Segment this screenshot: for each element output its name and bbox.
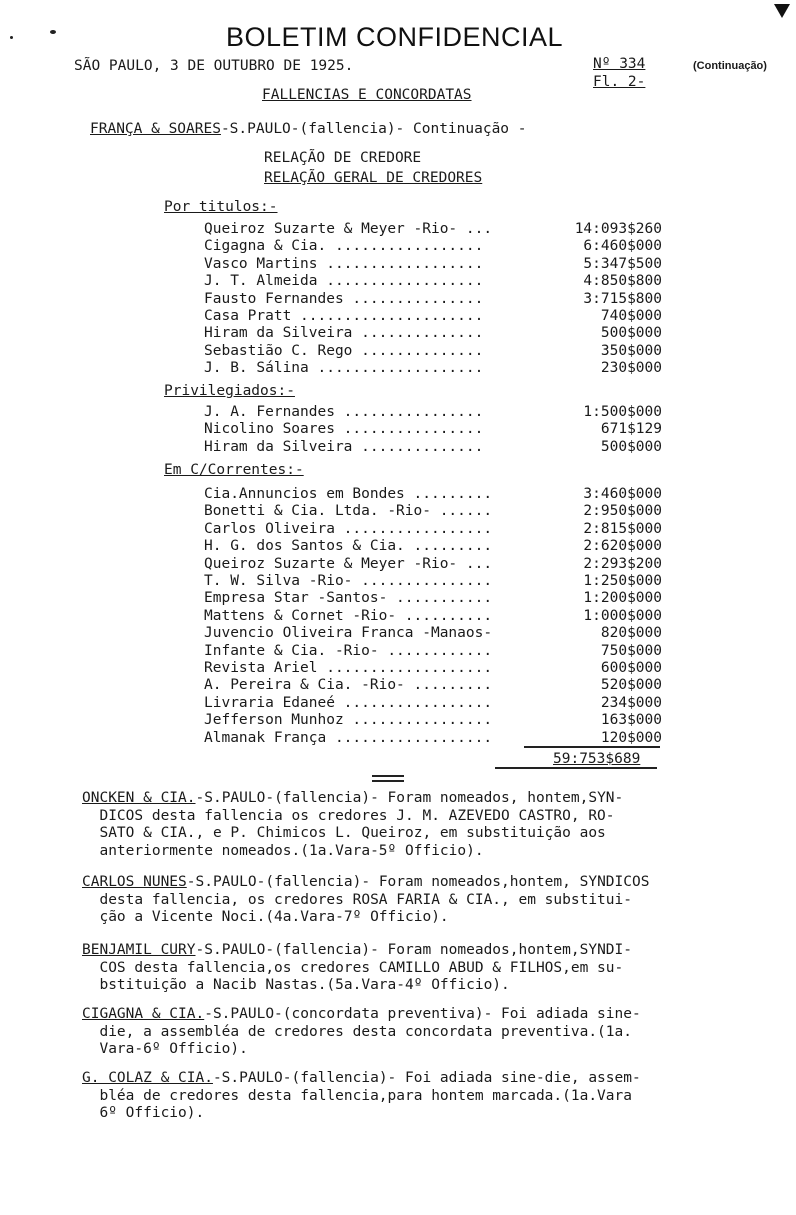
creditor-name: A. Pereira & Cia. -Rio- .........: [204, 677, 493, 694]
group-label-titulos: Por titulos:-: [164, 199, 278, 215]
case-name: FRANÇA & SOARES: [90, 121, 221, 137]
notice-line: [82, 1006, 742, 1024]
creditor-name: Cia.Annuncios em Bondes .........: [204, 486, 493, 502]
document-title: BOLETIM CONFIDENCIAL: [226, 22, 564, 52]
creditor-amount: 4:850$800: [583, 273, 662, 290]
notice-head: CARLOS NUNES: [82, 874, 187, 890]
creditor-row: [204, 538, 662, 556]
notice-entry: [82, 790, 742, 860]
creditor-row: [204, 590, 662, 608]
notice-text: -S.PAULO-(fallencia)- Foram nomeados,hontem,SYNDI-: [195, 942, 632, 958]
creditor-name: Hiram da Silveira ..............: [204, 438, 484, 455]
creditor-amount: 14:093$260: [574, 221, 662, 237]
creditor-name: Carlos Oliveira .................: [204, 520, 493, 537]
notice-head: ONCKEN & CIA.: [82, 790, 196, 806]
separator-line: [372, 775, 404, 777]
creditor-amount: 350$000: [600, 342, 662, 359]
creditor-amount: 163$000: [600, 712, 662, 729]
creditor-row: [204, 291, 662, 309]
notice-head: G. COLAZ & CIA.: [82, 1070, 213, 1086]
creditor-name: Cigagna & Cia. .................: [204, 238, 484, 255]
creditor-name: Almanak França ..................: [204, 729, 493, 746]
creditor-name: Sebastião C. Rego ..............: [204, 342, 484, 359]
grand-total: 59:753$689: [553, 751, 641, 767]
creditor-row: [204, 404, 662, 422]
creditor-amount: 740$000: [600, 308, 662, 324]
creditor-amount: 1:250$000: [583, 573, 662, 589]
notice-entry: [82, 1070, 742, 1123]
creditor-row: [204, 486, 662, 504]
creditor-row: [204, 556, 662, 574]
creditor-amount: 3:460$000: [583, 486, 662, 502]
creditor-amount: 2:620$000: [583, 538, 662, 555]
creditor-row: [204, 660, 662, 678]
creditor-amount: 600$000: [600, 660, 662, 676]
creditor-row: [204, 221, 662, 239]
notice-line: ção a Vicente Noci.(4a.Vara-7º Officio).: [82, 909, 449, 925]
creditor-amount: 520$000: [600, 677, 662, 694]
notice-line: [82, 874, 742, 892]
notice-line: SATO & CIA., e P. Chimicos L. Queiroz, em substituição aos: [82, 825, 606, 841]
notice-line: desta fallencia, os credores ROSA FARIA & CIA., em substitui-: [82, 891, 632, 908]
notice-line: 6º Officio).: [82, 1105, 205, 1121]
notice-line: [82, 942, 742, 960]
creditor-row: [204, 439, 662, 457]
creditor-name: Empresa Star -Santos- ...........: [204, 590, 493, 607]
creditor-amount: 3:715$800: [583, 290, 662, 307]
creditor-row: [204, 573, 662, 591]
notice-text: -S.PAULO-(fallencia)- Foram nomeados, hontem,SYN-: [195, 790, 624, 806]
notice-line: [82, 1070, 742, 1088]
notice-line: DICOS desta fallencia os credores J. M. AZEVEDO CASTRO, RO-: [82, 807, 615, 824]
creditor-amount: 234$000: [600, 694, 662, 711]
creditor-row: [204, 273, 662, 291]
notice-entry: [82, 1006, 742, 1059]
sheet-number: Fl. 2-: [593, 74, 646, 90]
creditor-row: [204, 695, 662, 713]
creditor-name: Vasco Martins ..................: [204, 255, 484, 272]
notice-entry: [82, 874, 742, 927]
total-underline: [495, 767, 657, 769]
creditor-row: [204, 238, 662, 256]
creditor-amount: 500$000: [600, 325, 662, 342]
creditor-row: [204, 625, 662, 643]
relacao-heading: RELAÇÃO DE CREDORE: [264, 150, 422, 166]
creditor-amount: 1:200$000: [583, 590, 662, 607]
creditor-name: Jefferson Munhoz ................: [204, 712, 493, 729]
creditor-amount: 750$000: [600, 642, 662, 659]
creditor-amount: 820$000: [600, 625, 662, 642]
creditor-row: [204, 343, 662, 361]
notice-line: bléa de credores desta fallencia,para hontem marcada.(1a.Vara: [82, 1087, 632, 1104]
creditor-name: Infante & Cia. -Rio- ............: [204, 642, 493, 659]
speck: [50, 30, 56, 34]
creditor-amount: 500$000: [600, 438, 662, 455]
group-label-privilegiados: Privilegiados:-: [164, 383, 295, 399]
creditor-amount: 120$000: [600, 729, 662, 746]
notice-entry: [82, 942, 742, 995]
creditor-name: Fausto Fernandes ...............: [204, 290, 484, 307]
group-label-correntes: Em C/Correntes:-: [164, 462, 304, 478]
creditor-row: [204, 643, 662, 661]
creditor-name: J. B. Sálina ...................: [204, 360, 484, 377]
creditor-name: Hiram da Silveira ..............: [204, 325, 484, 342]
creditor-amount: 1:500$000: [583, 404, 662, 420]
continuation-label: (Continuação): [693, 60, 767, 72]
creditor-amount: 2:815$000: [583, 520, 662, 537]
case-heading: [90, 121, 527, 137]
creditor-name: Nicolino Soares ................: [204, 421, 484, 438]
notice-head: CIGAGNA & CIA.: [82, 1006, 205, 1022]
creditor-row: [204, 503, 662, 521]
notice-line: die, a assembléa de credores desta concordata preventiva.(1a.: [82, 1023, 632, 1040]
creditor-amount: 230$000: [600, 360, 662, 377]
creditor-row: [204, 608, 662, 626]
creditor-name: H. G. dos Santos & Cia. .........: [204, 538, 493, 555]
corner-mark: [774, 4, 790, 18]
creditor-row: [204, 360, 662, 378]
notice-line: COS desta fallencia,os credores CAMILLO ABUD & FILHOS,em su-: [82, 959, 624, 976]
creditor-name: Juvencio Oliveira Franca -Manaos-: [204, 625, 493, 642]
creditor-name: J. T. Almeida ..................: [204, 273, 484, 290]
separator-line: [372, 780, 404, 782]
creditor-amount: 5:347$500: [583, 255, 662, 272]
creditor-amount: 6:460$000: [583, 238, 662, 255]
notice-line: bstituição a Nacib Nastas.(5a.Vara-4º Officio).: [82, 977, 510, 993]
notice-line: anteriormente nomeados.(1a.Vara-5º Officio).: [82, 842, 484, 859]
creditor-amount: 2:293$200: [583, 555, 662, 572]
creditor-name: Mattens & Cornet -Rio- ..........: [204, 607, 493, 624]
creditor-row: [204, 712, 662, 730]
creditor-row: [204, 256, 662, 274]
bulletin-number: Nº 334: [593, 56, 646, 72]
total-rule: [524, 746, 660, 748]
section-title: FALLENCIAS E CONCORDATAS: [262, 87, 472, 103]
notice-line: [82, 790, 742, 808]
creditor-name: Queiroz Suzarte & Meyer -Rio- ...: [204, 555, 493, 572]
creditor-row: [204, 730, 662, 748]
notice-text: -S.PAULO-(fallencia)- Foram nomeados,hontem, SYNDICOS: [186, 874, 650, 890]
creditor-name: Bonetti & Cia. Ltda. -Rio- ......: [204, 503, 493, 520]
creditor-row: [204, 521, 662, 539]
creditor-amount: 1:000$000: [583, 607, 662, 624]
case-rest: -S.PAULO-(fallencia)- Continuação -: [220, 121, 527, 137]
relacao-geral-heading: RELAÇÃO GERAL DE CREDORES: [264, 170, 483, 186]
creditor-row: [204, 308, 662, 326]
creditor-row: [204, 325, 662, 343]
creditor-name: Casa Pratt .....................: [204, 308, 484, 324]
creditor-amount: 2:950$000: [583, 503, 662, 520]
creditor-name: Livraria Edaneé .................: [204, 694, 493, 711]
speck: [10, 36, 13, 39]
creditor-row: [204, 421, 662, 439]
dateline: SÃO PAULO, 3 DE OUTUBRO DE 1925.: [74, 58, 354, 74]
notice-line: Vara-6º Officio).: [82, 1041, 248, 1057]
creditor-row: [204, 677, 662, 695]
creditor-name: J. A. Fernandes ................: [204, 404, 484, 420]
creditor-name: Revista Ariel ...................: [204, 660, 493, 676]
notice-text: -S.PAULO-(concordata preventiva)- Foi adiada sine-: [204, 1006, 641, 1022]
notice-head: BENJAMIL CURY: [82, 942, 196, 958]
creditor-name: Queiroz Suzarte & Meyer -Rio- ...: [204, 221, 493, 237]
creditor-name: T. W. Silva -Rio- ...............: [204, 573, 493, 589]
notice-text: -S.PAULO-(fallencia)- Foi adiada sine-die, assem-: [212, 1070, 641, 1086]
creditor-amount: 671$129: [600, 421, 662, 438]
